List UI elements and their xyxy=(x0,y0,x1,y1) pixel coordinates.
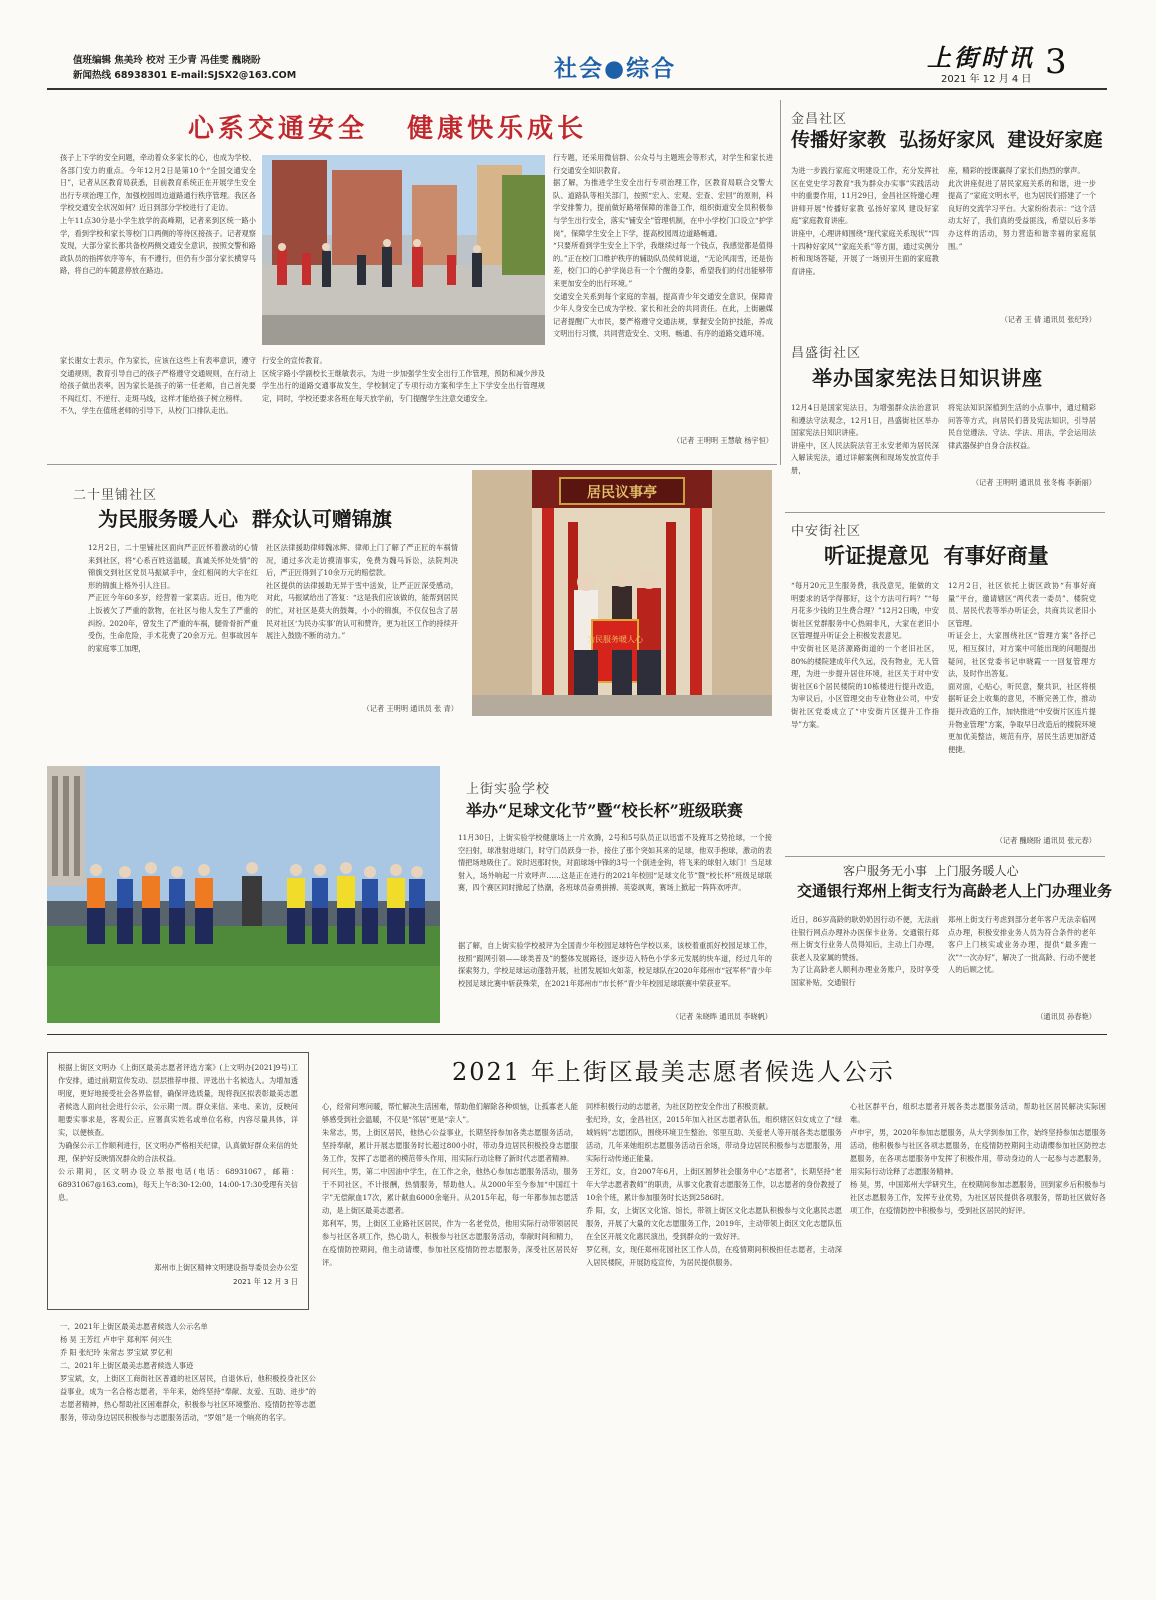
divider-v1 xyxy=(780,100,781,465)
traffic-col2: 行安全的宣传教育。 区统字路小学副校长王继敏表示，为进一步加强学生安全出行工作管理，预防和减少涉及学生出行的道路交通事故发生，学校制定了专项行动方案和学生上下学安全出行管理规定，同时，学校还要求各班在每天放学前，专门提醒学生注意交通安全。 xyxy=(262,356,545,403)
notice-col3: 同样积极行动的志愿者，为社区防控安全作出了积极贡献。 张纪玲，女，金昌社区，2015年加入社区志愿者队伍，组织辖区妇女成立了“绿城妈妈”志愿团队，围绕环境卫生整治、邻里互助、关爱老人等开展各类志愿服务活动，几年来她组织志愿服务活动百余场，带动身边居民积极参与志愿服务，用实际行动传递正能量。 王芳红，女，自2007年6月，上街区圆梦社会服务中心“志愿者”，长期坚持“老年大学志愿者教师”的职责，从事文化教育志愿服务工作，以志愿者的身份教授了10余个班，累计参加服务时长达到2586时。 乔 阳，女，上街区文化馆、馆长，带领上街区文化志愿队积极参与文化惠民志愿服务，开展了大量的文化志愿服务工作，2019年，主动带领上街区文化志愿队伍在全区开展文化惠民演出，受到群众的一致好评。 罗亿利，女，现任郑州花园社区工作人员，在疫情期间积极担任志愿者，主动深入居民楼院，开展防疫宣传，为居民提供服务。 xyxy=(586,1102,842,1267)
traffic-headline: 心系交通安全 健康快乐成长 xyxy=(188,114,588,144)
changsheng-byline: （记者 王明明 通讯员 张冬梅 李新丽） xyxy=(971,478,1096,487)
masthead-hotline: 新闻热线 68938301 E-mail:SJSX2@163.COM xyxy=(73,70,297,81)
pavilion-plaque: 居民议事亭 xyxy=(587,485,657,501)
issue-date: 2021 年 12 月 4 日 xyxy=(941,74,1032,85)
traffic-col1b: 家长谢女士表示，作为家长，应该在这些上有表率意识，遵守交通规则，教育引导自己的孩子严格遵守交通规则，在行动上给孩子做出表率，因为家长是孩子的第一任老师，自己首先要不闯红灯、不逆行、走斑马线，这样才能给孩子树立榜样。 不久，学生在值班老师的引导下，从校门口排队走出。 xyxy=(60,356,256,416)
notice-box-text: 根据上街区文明办《上街区最美志愿者评选方案》(上文明办[2021]9号)工作安排，通过前期宣传发动、层层推荐申报、评选出十名候选人。为增加透明度，更好地接受社会各界监督，确保评选质量，现将我区拟表彰最美志愿者候选人面向社会进行公示，公示期一周。群众来信、来电、来访，反映问题要实事求是，客观公正。应署真实姓名或单位名称，内容尽量具体，详实，以便核查。 为确保公示工作顺利进行，区文明办严格相关纪律，认真做好群众来信的处理，保护好反映情况群众的合法权益。 公示期间，区文明办设立举报电话(电话：68931067，邮箱：68931067@163.com)，每天上午8:30-12:00，14:00-17:30受理有关信息。 xyxy=(58,1063,298,1202)
ershili-photo xyxy=(472,470,772,716)
traffic-col1a: 孩子上下学的安全问题，牵动着众多家长的心，也成为学校、各部门安力的重点。今年12月2日是第10个“全国交通安全日”，记者从区教育局获悉，目前教育系统正在开展学生安全出行专项治理工作，加强校园周边道路通行秩序管理。我区各学校交通安全状况如何？近日到部分学校进行了走访。 上午11点30分是小学生放学的高峰期，记者来到区统一路小学，看到学校和家长等校门口两侧的等待区接孩子。记者观察发现，大部分家长都共备校两侧交通安全意识，按照交警和路政队员的指挥依序等车，有不遵行，但仍有少部分家长横穿马路，将自己的车随意停放在路边。 xyxy=(60,153,256,276)
divider-h1 xyxy=(47,464,777,465)
page-number: 3 xyxy=(1045,42,1067,82)
paper-name: 上街时讯 xyxy=(927,43,1035,72)
jinchang-tag: 金昌社区 xyxy=(791,112,848,127)
notice-box xyxy=(47,1052,309,1310)
pennant-text: 为民服务暖人心 xyxy=(587,635,643,644)
bank-byline: （通讯员 孙春艳） xyxy=(1036,1012,1096,1021)
notice-list: 一、2021年上街区最美志愿者候选人公示名单 杨 昊 王芳红 卢申宇 郑利军 何兴生 乔 阳 张纪玲 朱常志 罗宝斌 罗亿利 二、2021年上街区最美志愿者候选人事迹 罗宝斌，女，上街区工商街社区普通的社区居民，自退休后，他积极投身社区公益事业，成为一名合格志愿者，半年来，始终坚持“奉献、友爱、互助、进步”的志愿者精神，热心帮助社区困难群众，积极参与社区环境整治、疫情防控等志愿服务，带动身边居民积极参与志愿服务活动，“罗姐”是一个响亮的名字。 xyxy=(60,1322,316,1422)
zhongan-headline: 听证提意见 有事好商量 xyxy=(824,543,1049,568)
school-headline: 举办“足球文化节”暨“校长杯”班级联赛 xyxy=(466,801,743,820)
ershili-col2: 社区法律援助律师魏冰辉、律师上门了解了严正匠的车祸情况，通过多次走访摸清事实，免费为魏马诉讼，法院判决后，严正匠得到了10余万元的赔偿款。 社区提供的法律援助无异于雪中送炭，让严正匠深受感动，对此，马振斌给出了答复：“这是我们应该做的，能帮到居民的忙，对社区是莫大的鼓舞，小小的锦旗，不仅仅包含了居民对社区‘为民办实事’的认可和赞许，更为社区工作的持续开展注入鼓励不断的动力。” xyxy=(266,543,458,641)
jinchang-col2: 座，精彩的授课赢得了家长们热烈的掌声。 此次讲座促进了居民家庭关系的和谐，进一步提高了“家庭文明水平，也为居民们搭建了一个良好的交流学习平台。大家纷纷表示：“这个活动太好了，我们真的受益匪浅，希望以后多举办这样的活动，努力营造和谐幸福的家庭氛围。” xyxy=(948,166,1096,251)
traffic-col3: 行专题，还采用微信群、公众号与主题班会等形式，对学生和家长进行交通安全知识教育。 据了解，为推进学生安全出行专项治理工作，区教育局联合交警大队、道路队等相关部门，按照“宏入、宏观、宏查、宏回”的原则，科学安排警力，提前做好路堵保障的准备工作，组织街道安全员积极参与学生出行安全，落实“铺安全”管理机制，在中小学校门口设立“护学岗”，保障学生安全上下学，提高校园周边道路畅通。 “只要所看到学生安全上下学，我继续过每一个钱点，我感觉都是值得的。”正在校门口维护秩序的辅助队员侯师说道，“无论风雨雪，还是伤差，校门口的心护学岗总有一个个醒的身影，希望我们的付出能够带来更加安全的出行环境。” 交通安全关系到每个家庭的幸福，提高青少年交通安全意识，保障青少年人身安全已成为学校、家长和社会的共同责任。在此，上街融媒记者提醒广大市民，要严格遵守交通法规，掌握安全防护技能，养成文明出行习惯，共同营造安全、文明、畅通、有序的道路交通环境。 xyxy=(553,153,773,339)
bank-col2: 郑州上街支行考虑到部分老年客户无法亲临网点办理，积极安排业务人员为符合条件的老年客户上门核实或业务办理，提供“最多跑一次”“一次办好”，解决了一批高龄、行动不便老人的后顾之忧。 xyxy=(948,915,1096,975)
ershili-tag: 二十里铺社区 xyxy=(73,488,158,503)
jinchang-headline: 传播好家教 弘扬好家风 建设好家庭 xyxy=(791,129,1103,151)
school-photo xyxy=(47,766,440,1023)
school-col1: 11月30日，上街实验学校健康场上一片欢腾，2号和5号队员正以迅雷不及掩耳之势抢球，一个接空扫射，球准射进球门，时守门员跃身一扑，接住了那个突如其来的足球，他双手抱球，激动的表情把场地吸住了。说时迟那时快，对面球场中锋的3号一个倒进金钩，将飞来的球射入球门！当足球射入，场外响起一片欢呼声……这是正在进行的2021年校园“足球文化节”暨“校长杯”班级足球联赛，四个赛区同时掀起了热潮，各班球员奋勇拼搏、英姿飒爽，赛场上掀起一阵阵欢呼声。 xyxy=(458,833,772,893)
traffic-photo-scene xyxy=(262,155,545,345)
school-photo-scene xyxy=(47,766,440,1023)
notice-col4: 心社区群平台，组织志愿者开展各类志愿服务活动，帮助社区居民解决实际困难。 卢申宇，男，2020年参加志愿服务，从大学到参加工作，始终坚持参加志愿服务活动，他积极参与社区各项志愿服务，在疫情防控期间主动请缨参加社区防控志愿服务，在各项志愿服务中发挥了积极作用，带动身边的人一起参与志愿服务，用实际行动诠释了志愿服务精神。 杨 昊，男，中国郑州大学研究生，在校期间参加志愿服务，回到家乡后积极参与社区志愿服务工作，发挥专业优势，为社区居民提供各项服务，帮助社区做好各项工作，在疫情防控中积极参与，受到社区居民的好评。 xyxy=(850,1102,1106,1215)
masthead-editors: 值班编辑 焦美玲 校对 王少青 冯佳雯 醜晓盼 xyxy=(73,55,261,66)
ershili-col1: 12月2日，二十里铺社区面向严正匠怀着激动的心情来到社区，将“心系百姓送温暖，真诚关怀处处情”的锦旗交到社区党员马振斌手中，金红相间的大字在红形的锦旗上格外引人注目。 严正匠今年60多岁，经营着一家菜店。近日，他为吃上饭被欠了严重的款物，在社区与他人发生了严重的纠纷。2020年，曾发生了严重的车祸，腿骨骨折严重受伤，生命危险，手术花费了20余万元。但事故因车的家庭零工加理， xyxy=(88,543,258,653)
divider-h2 xyxy=(785,512,1105,513)
masthead-rule xyxy=(47,88,1107,90)
ershili-headline: 为民服务暖人心 群众认可赠锦旗 xyxy=(98,507,392,531)
jinchang-col1: 为进一步践行家庭文明建设工作，充分发挥社区在党史学习教育“我为群众办实事”实践活动中的重要作用，11月29日，金昌社区特邀心理讲师开展“传播好家教 弘扬好家风 建设好家庭”家庭教育讲座。 讲座中，心理讲师围绕“现代家庭关系现状”“四十四种好家风”“家庭关系”等方面，通过实例分析和现场答疑，开展了一场别开生面的家庭教育讲座。 xyxy=(791,166,939,276)
ershili-photo-scene xyxy=(472,470,772,716)
notice-top-rule xyxy=(47,1034,1107,1035)
changsheng-tag: 昌盛街社区 xyxy=(791,346,862,361)
zhongan-tag: 中安街社区 xyxy=(791,524,862,539)
traffic-photo xyxy=(262,155,545,345)
zhongan-col2: 12月2日，社区依托上街区政协“有事好商量”平台，邀请辖区“两代表一委员”、楼院党员、居民代表等举办听证会，共商共议老旧小区管理。 听证会上，大家围绕社区“管理方案”各抒己见，相互探讨，对方案中可能出现的问题提出疑问，社区党委书记申晓霞一一回复管理方法，及时作出答复。 面对面，心贴心，听民意，聚共识，社区将根据听证会上收集的意见，不断完善工作，推动提升改造的工作，加快推进“中安街片区连片提升物业管理”方案，争取早日改造后的楼院环境更加优美整洁，规范有序，居民生活更加舒适便捷。 xyxy=(948,581,1096,754)
bank-tag: 客户服务无小事 上门服务暖人心 xyxy=(843,864,1019,878)
zhongan-col1: “每月20元卫生服务费，我没意见，能做的文明要求的话学得都好，这个方法可行吗？”“每月花多少钱的卫生费合理？”12月2日晚，中安街社区党群服务中心热闹非凡，大家在老旧小区管理提升听证会上积极发表意见。 中安街社区是济源路街道的一个老旧社区，80%的楼院建成年代久远，没有物业，无人管理，为进一步提升居住环境，社区关于对中安街社区6个居民楼院的10栋楼进行提升改造，为审议后，小区管理交由专业物业公司，中安街社区党委成立了“中安街片区提升工作指导”方案。 xyxy=(791,581,939,729)
notice-headline: 2021 年上街区最美志愿者候选人公示 xyxy=(452,1058,895,1086)
section-title: 社会●综合 xyxy=(554,55,677,82)
masthead xyxy=(0,0,1156,92)
ershili-byline: （记者 王明明 通讯员 张 青） xyxy=(362,704,458,713)
school-tag: 上街实验学校 xyxy=(466,782,551,797)
traffic-byline: （记者 王明明 王慧敏 杨宇恒） xyxy=(672,436,773,445)
divider-h3 xyxy=(785,856,1105,857)
bank-col1: 近日，86岁高龄的耿奶奶因行动不便，无法前往银行网点办理补办医保卡业务。交通银行郑州上街支行业务人员得知后，主动上门办理，获老人及家属的赞扬。 为了让高龄老人顺利办理业务账户，及时享受国家补贴，交通银行 xyxy=(791,915,939,987)
notice-box-date: 2021 年 12 月 3 日 xyxy=(233,1277,298,1286)
changsheng-col2: 将宪法知识深植到生活的小点事中，通过精彩问答等方式，向居民们普及宪法知识，引导居民自觉遵法、守法、学法、用法，学会运用法律武器保护自身合法权益。 xyxy=(948,403,1096,450)
school-byline: （记者 朱晓晔 通讯员 李晓帆） xyxy=(671,1012,772,1021)
jinchang-byline: （记者 王 倩 通讯员 张纪玲） xyxy=(1000,315,1096,324)
notice-box-sign: 郑州市上街区精神文明建设指导委员会办公室 xyxy=(154,1263,298,1272)
school-col2: 据了解，自上街实验学校被评为全国青少年校园足球特色学校以来，该校着重抓好校园足球工作，按照“跟网引领——球类普及”的整体发展路径，逐步迈入特色小学多元发展的快车道，经过几年的探索努力，学校足球运动蓬勃开展，社团发展如火如荼，校足球队在2020年郑州市“冠军杯”青少年校园足球比赛中斩获殊荣，在2021年郑州市“市长杯”青少年校园足球联赛中荣获亚军。 xyxy=(458,941,772,988)
bank-headline: 交通银行郑州上街支行为高龄老人上门办理业务 xyxy=(797,882,1113,900)
zhongan-byline: （记者 醜晓盼 通讯员 张元春） xyxy=(995,836,1096,845)
changsheng-col1: 12月4日是国家宪法日，为增强群众法治意识和遵法守法观念，12月1日，昌盛街社区举办国家宪法日知识讲座。 讲座中，区人民法院法官王永安老师为居民深入解读宪法，通过详解案例和现场发放宣传手册， xyxy=(791,403,939,475)
changsheng-headline: 举办国家宪法日知识讲座 xyxy=(812,366,1043,390)
notice-col2: 心，经常问寒问暖，帮忙解决生活困难，帮助他们解除各种烦恼，让孤寡老人能够感受到社会温暖，不仅是“邻居”更是“亲人”。 朱常志，男，上街区居民，他热心公益事业，长期坚持参加各类志愿服务活动，坚持奉献，累计开展志愿服务时长超过800小时，带动身边居民积极投身志愿服务工作，发挥了志愿者的模范带头作用，用实际行动诠释了新时代志愿者精神。 何兴生，男，第二中因油中学生，在工作之余，他热心参加志愿服务活动，服务于不同社区，不计报酬，热情服务，帮助他人。从2000年至今参加“中国红十字”无偿献血17次，累计献血6000余毫升。从2015年起，每一年都参加志愿活动，是上街区最美志愿者。 郑利军，男，上街区工业路社区居民，作为一名老党员，他用实际行动带领居民参与社区各项工作，热心助人，积极参与社区志愿服务活动，奉献时间和精力，在疫情防控期间，他主动请缨，参加社区疫情防控志愿服务，深受社区居民好评。 xyxy=(322,1102,578,1267)
